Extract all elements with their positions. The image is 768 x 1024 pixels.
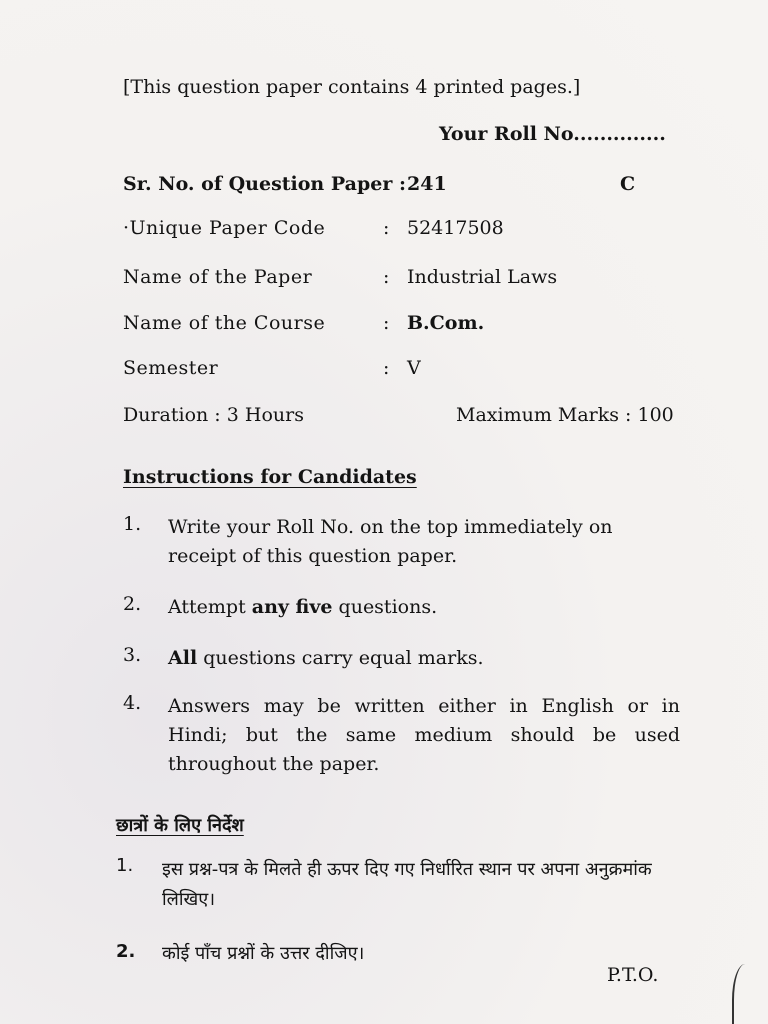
info-label: ·Unique Paper Code	[123, 217, 326, 239]
instruction-item	[0, 644, 700, 674]
hindi-instruction-item	[0, 855, 700, 915]
info-row-unique-code	[0, 217, 700, 243]
info-row-paper-name	[0, 266, 700, 292]
info-row-sr-no	[123, 173, 683, 199]
page-edge-curl	[732, 964, 754, 1024]
instruction-text-post: questions.	[332, 596, 438, 618]
hindi-instruction-item	[0, 941, 700, 971]
info-label: Name of the Paper	[123, 266, 313, 288]
instruction-text	[168, 593, 680, 622]
info-value: V	[407, 357, 421, 379]
info-colon: :	[383, 266, 390, 288]
maximum-marks: Maximum Marks : 100	[456, 404, 674, 426]
info-colon: :	[383, 312, 390, 334]
instruction-number: 2.	[123, 593, 142, 615]
info-row-course	[0, 312, 700, 338]
instruction-text-emphasis: any five	[251, 596, 333, 618]
info-colon: :	[383, 357, 390, 379]
instruction-number: 2.	[116, 941, 136, 962]
info-value: 52417508	[407, 217, 504, 239]
instruction-number: 4.	[123, 692, 142, 714]
instruction-number: 1.	[116, 855, 134, 876]
instruction-number: 3.	[123, 644, 142, 666]
info-label: Semester	[123, 357, 219, 379]
instructions-heading: Instructions for Candidates	[123, 466, 417, 488]
info-label: Name of the Course	[123, 312, 326, 334]
instruction-text: कोई पाँच प्रश्नों के उत्तर दीजिए।	[162, 943, 365, 964]
page-count-note: [This question paper contains 4 printed pages.]	[123, 76, 581, 98]
instruction-text: Write your Roll No. on the top immediately on receipt of this question paper.	[168, 516, 613, 567]
instruction-text	[168, 644, 680, 673]
instruction-text: इस प्रश्न-पत्र के मिलते ही ऊपर दिए गए निर्धारित स्थान पर अपना अनुक्रमांक लिखिए।	[162, 859, 652, 910]
hindi-instructions-heading: छात्रों के लिए निर्देश	[116, 815, 244, 836]
duration: Duration : 3 Hours	[123, 404, 304, 426]
info-colon: :	[383, 217, 390, 239]
paper-set-code: C	[620, 173, 636, 195]
info-value: 241	[407, 173, 447, 195]
info-label: Sr. No. of Question Paper :	[123, 173, 406, 195]
roll-number-field: Your Roll No..............	[439, 123, 666, 145]
info-value: Industrial Laws	[407, 266, 558, 288]
instruction-text-emphasis: All	[168, 647, 198, 669]
instruction-text: Answers may be written either in English or in Hindi; but the same medium should be used throughout the paper.	[168, 695, 680, 775]
instruction-item	[0, 593, 700, 623]
instruction-text-post: questions carry equal marks.	[197, 647, 484, 669]
instruction-item	[0, 692, 700, 782]
info-value: B.Com.	[407, 312, 485, 334]
info-row-semester	[0, 357, 700, 383]
instruction-item	[0, 513, 700, 573]
please-turn-over: P.T.O.	[607, 964, 659, 986]
instruction-number: 1.	[123, 513, 142, 535]
instruction-text-pre: Attempt	[168, 596, 252, 618]
